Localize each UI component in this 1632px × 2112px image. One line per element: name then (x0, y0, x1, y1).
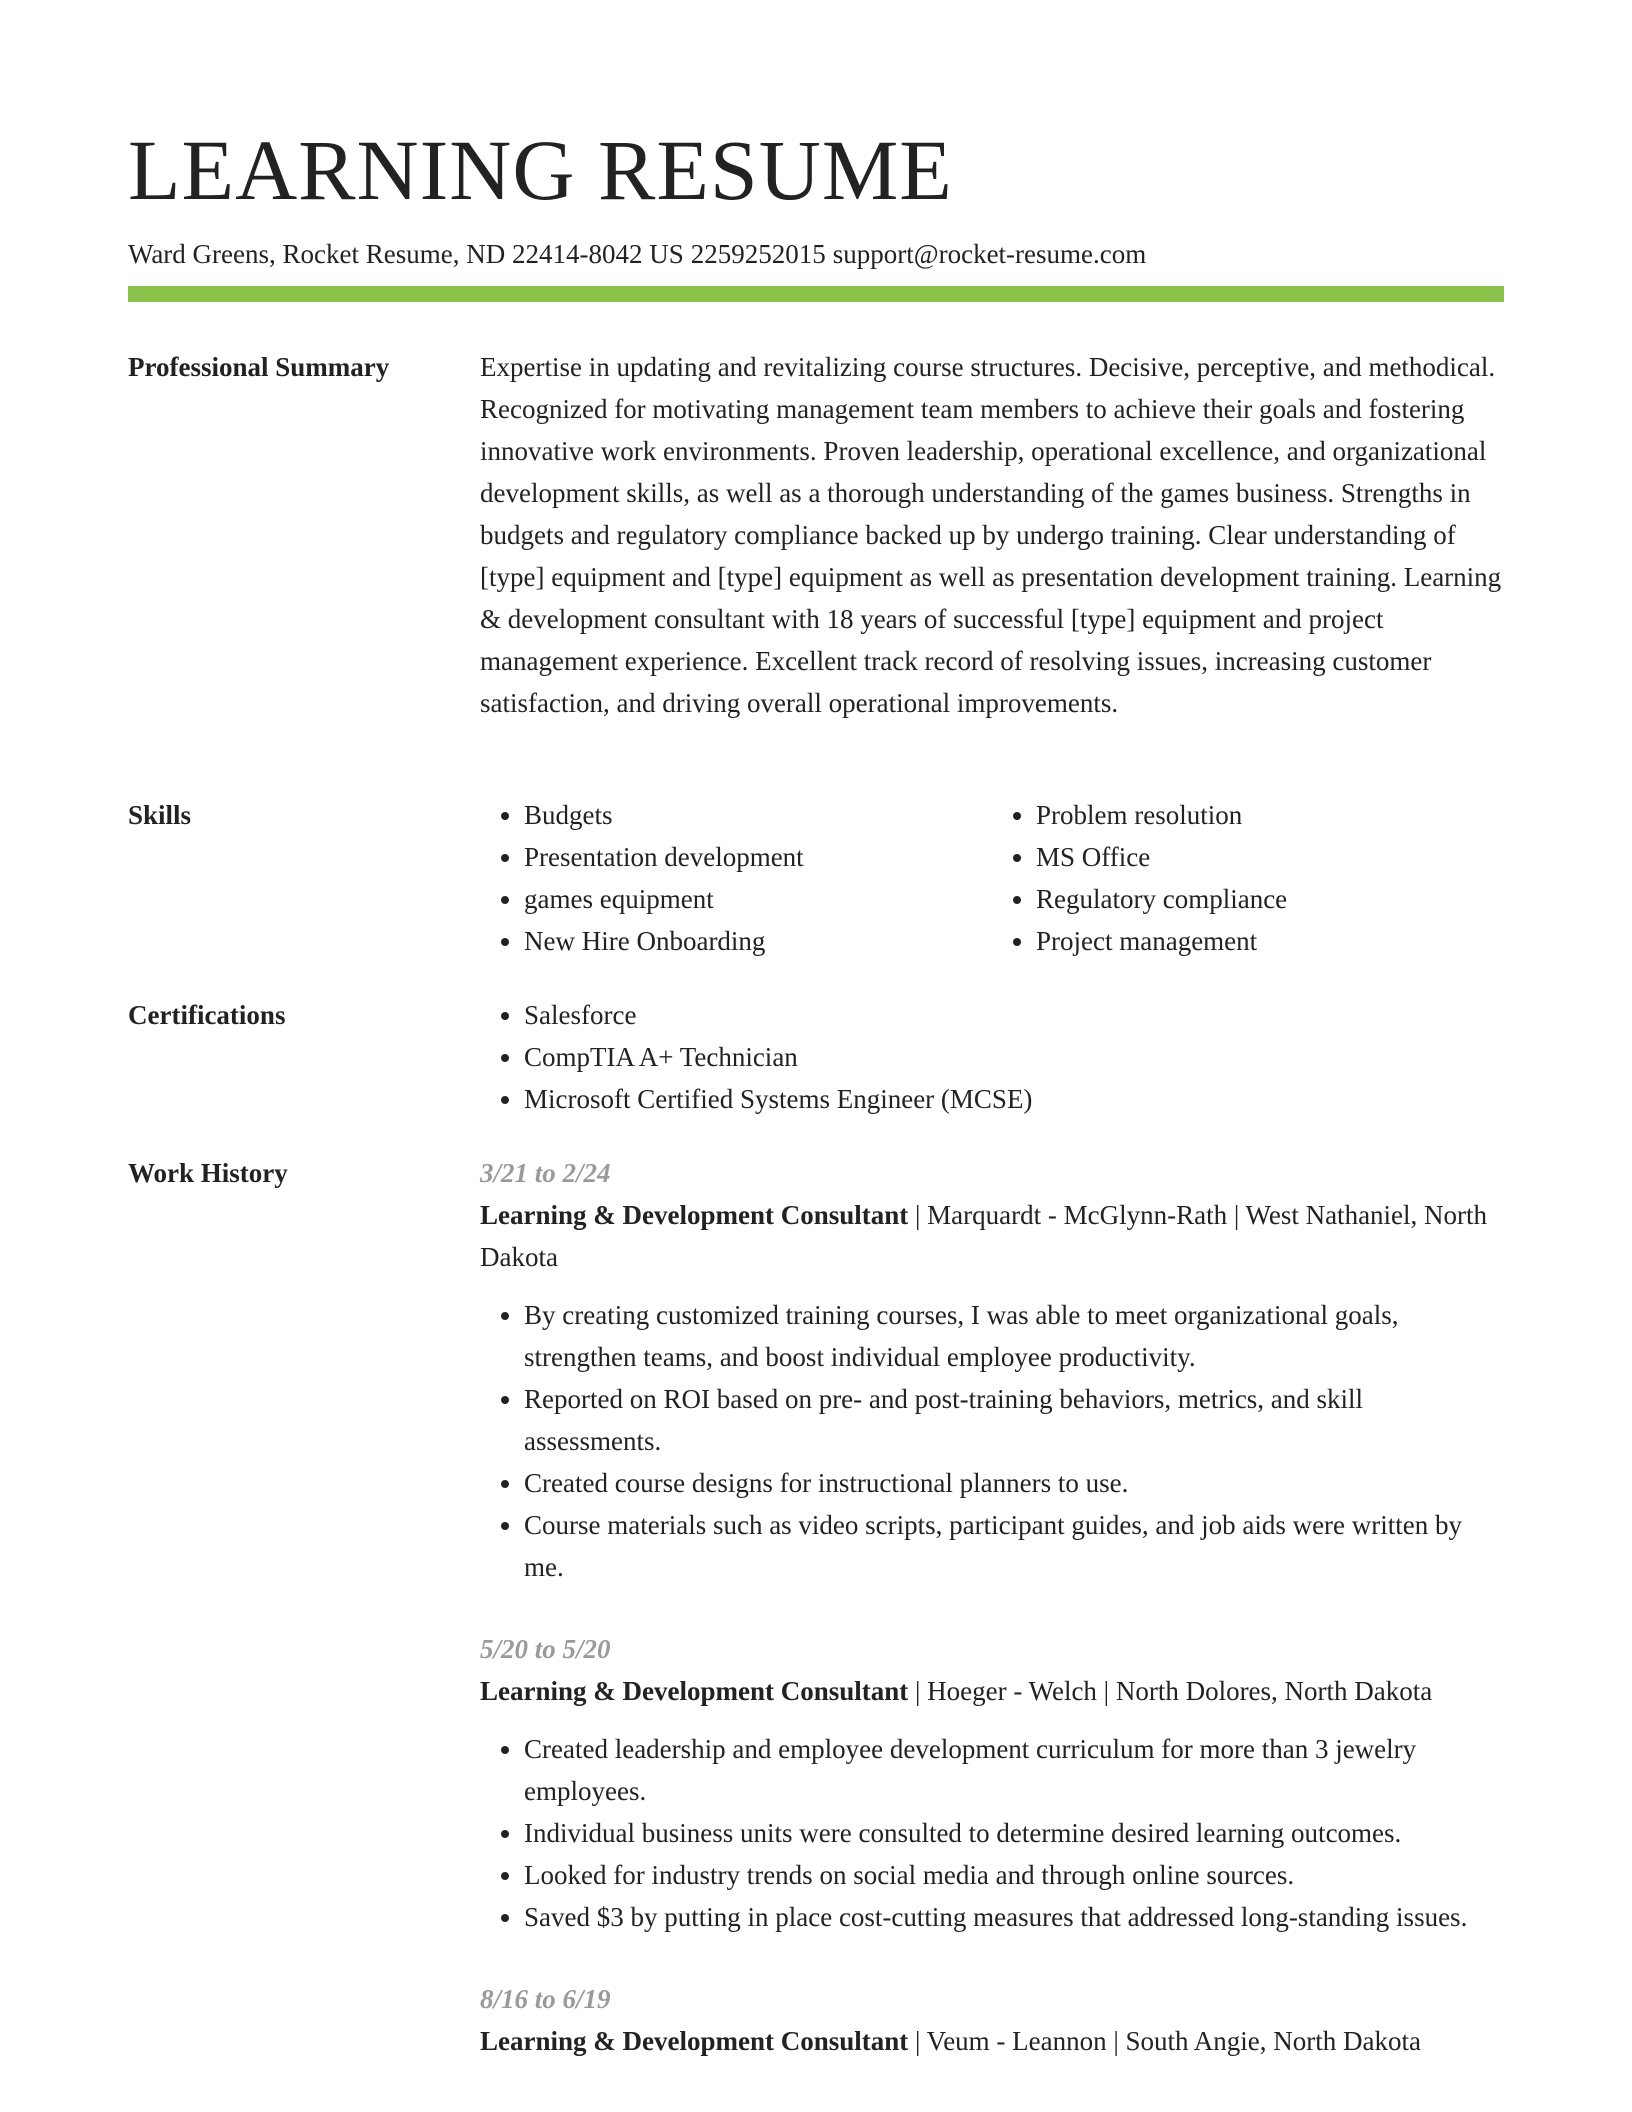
summary-text: Expertise in updating and revitalizing course structures. Decisive, perceptive, and methodical. Recognized for motivating management team members to achieve their goals and fostering innovative work environments. Proven leadership, operational excellence, and organizational development skills, as well as a thorough understanding of the games business. Strengths in budgets and regulatory compliance backed up by undergo training. Clear understanding of [type] equipment and [type] equipment as well as presentation development training. Learning & development consultant with 18 years of successful [type] equipment and project management experience. Excellent track record of resolving issues, increasing customer satisfaction, and driving overall operational improvements. (480, 352, 1502, 718)
skill-item: • Presentation development (524, 836, 992, 878)
contact-phone: 2259252015 (690, 239, 826, 269)
skill-item: • MS Office (1036, 836, 1504, 878)
job-bullets (480, 1294, 1504, 1588)
resume-name: LEARNING RESUME (128, 122, 953, 218)
contact-address: Ward Greens, Rocket Resume, ND 22414-8042 US (128, 239, 684, 269)
job-bullet: • Saved $3 by putting in place cost-cutting measures that addressed long-standing issues. (524, 1896, 1504, 1938)
job-title: Learning & Development Consultant (480, 2026, 909, 2056)
section-title-summary: Professional Summary (128, 352, 390, 382)
job-bullet: • Course materials such as video scripts, participant guides, and job aids were written by me. (524, 1504, 1504, 1588)
job-title: Learning & Development Consultant (480, 1676, 909, 1706)
skills-list-right (992, 794, 1504, 962)
job-entry (480, 1978, 1504, 2062)
job-bullet: • By creating customized training courses, I was able to meet organizational goals, strengthen teams, and boost individual employee productivity. (524, 1294, 1504, 1378)
skill-item: • Budgets (524, 794, 992, 836)
certification-item: • CompTIA A+ Technician (524, 1036, 1504, 1078)
job-entry (480, 1628, 1504, 1938)
job-bullet: • Created course designs for instructional planners to use. (524, 1462, 1504, 1504)
skill-item: • Project management (1036, 920, 1504, 962)
job-bullet: • Looked for industry trends on social media and through online sources. (524, 1854, 1504, 1896)
job-entry (480, 1152, 1504, 1588)
job-heading (480, 1194, 1504, 1278)
job-dates: 3/21 to 2/24 (480, 1158, 611, 1188)
job-bullet: • Reported on ROI based on pre- and post-training behaviors, metrics, and skill assessments. (524, 1378, 1504, 1462)
certification-item: • Microsoft Certified Systems Engineer (MCSE) (524, 1078, 1504, 1120)
job-title: Learning & Development Consultant (480, 1200, 909, 1230)
skills-list-left (480, 794, 992, 962)
work-history-body (480, 1152, 1504, 2080)
summary-body (480, 346, 1504, 724)
job-heading (480, 2020, 1504, 2062)
skill-item: • Regulatory compliance (1036, 878, 1504, 920)
skill-item: • New Hire Onboarding (524, 920, 992, 962)
contact-line (128, 236, 1504, 272)
certifications-list (480, 994, 1504, 1120)
skill-item: • Problem resolution (1036, 794, 1504, 836)
section-title-work-history: Work History (128, 1158, 288, 1188)
resume-header (128, 124, 1504, 272)
job-dates: 5/20 to 5/20 (480, 1634, 611, 1664)
accent-divider (128, 286, 1504, 302)
job-employer-location: | Marquardt - McGlynn-Rath | West Nathaniel, North Dakota (480, 1200, 1488, 1272)
certifications-body (480, 994, 1504, 1120)
skill-item: • games equipment (524, 878, 992, 920)
job-employer-location: | Veum - Leannon | South Angie, North Dakota (908, 2026, 1422, 2056)
skills-body (480, 794, 1504, 962)
job-bullet: • Individual business units were consulted to determine desired learning outcomes. (524, 1812, 1504, 1854)
certification-item: • Salesforce (524, 994, 1504, 1036)
job-employer-location: | Hoeger - Welch | North Dolores, North Dakota (908, 1676, 1433, 1706)
job-bullet: • Created leadership and employee development curriculum for more than 3 jewelry employees. (524, 1728, 1504, 1812)
job-dates: 8/16 to 6/19 (480, 1984, 611, 2014)
section-title-skills: Skills (128, 800, 192, 830)
job-heading (480, 1670, 1504, 1712)
contact-email: support@rocket-resume.com (832, 239, 1147, 269)
section-title-certifications: Certifications (128, 1000, 286, 1030)
job-bullets (480, 1728, 1504, 1938)
